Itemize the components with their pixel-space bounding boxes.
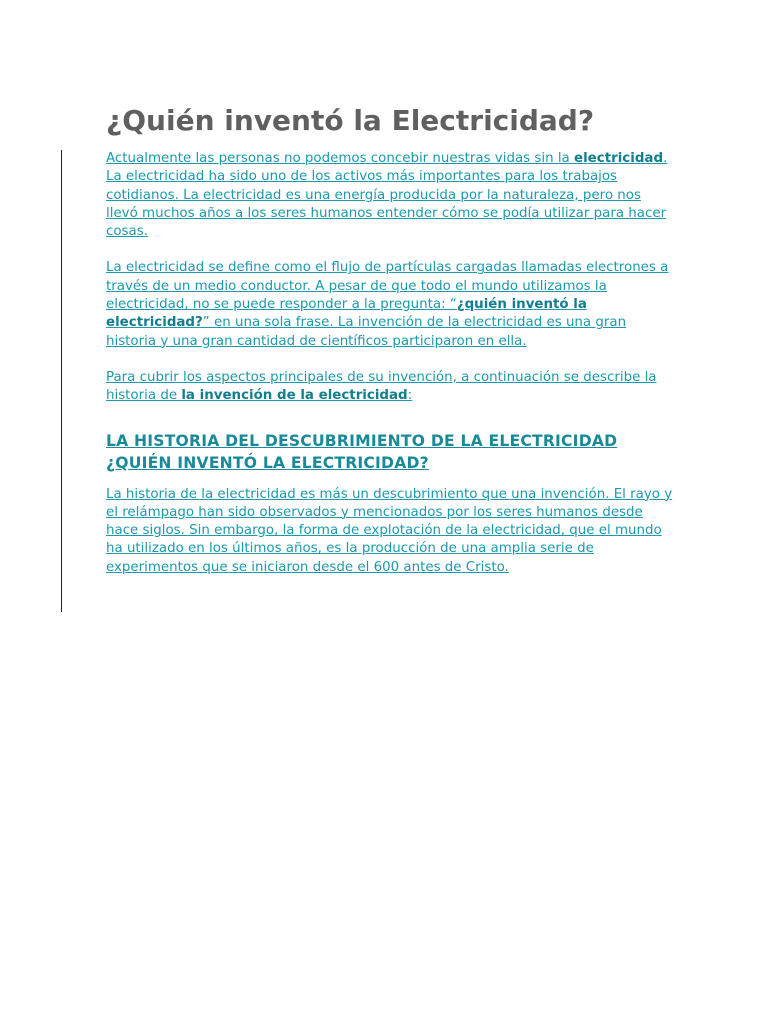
paragraph-overview-text-1[interactable]: Para cubrir los aspectos principales de su invención, a continuación se describe la historia de: [106, 369, 657, 404]
paragraph-definition-text-2[interactable]: ” en una sola frase. La invención de la electricidad es una gran historia y una gran cantidad de científicos participaron en ella.: [106, 315, 627, 349]
section-heading[interactable]: LA HISTORIA DEL DESCUBRIMIENTO DE LA ELECTRICIDAD ¿QUIÉN INVENTÓ LA ELECTRICIDAD?: [106, 431, 618, 472]
paragraph-history[interactable]: La historia de la electricidad es más un descubrimiento que una invención. El rayo y el relámpago han sido observados y mencionados por los seres humanos desde hace siglos. Sin embargo, la forma de explotación de la electricidad, que el mundo ha utilizado en los últimos años, es la producción de una amplia serie de experimentos que se iniciaron desde el 600 antes de Cristo.: [106, 486, 673, 575]
paragraph-overview-text-2[interactable]: :: [407, 388, 413, 404]
page-title: ¿Quién inventó la Electricidad?: [106, 104, 595, 137]
paragraph-definition[interactable]: [106, 259, 676, 350]
paragraph-overview-bold[interactable]: la invención de la electricidad: [181, 388, 408, 404]
document-body: [106, 150, 676, 595]
paragraph-overview[interactable]: [106, 369, 676, 406]
change-bar: [61, 150, 62, 612]
paragraph-definition-bold[interactable]: ¿quién inventó la electricidad?: [106, 297, 587, 331]
paragraph-intro[interactable]: [106, 150, 676, 241]
paragraph-intro-text-2[interactable]: . La electricidad ha sido uno de los activos más importantes para los trabajos cotidianos. La electricidad es una energía producida por la naturaleza, pero nos llevó muchos años a los seres humanos entender cómo se podía utilizar para hacer cosas.: [106, 151, 668, 240]
paragraph-intro-text-1[interactable]: Actualmente las personas no podemos concebir nuestras vidas sin la: [106, 151, 575, 166]
paragraph-intro-bold[interactable]: electricidad: [574, 151, 664, 166]
paragraph-definition-text-1[interactable]: La electricidad se define como el flujo de partículas cargadas llamadas electrones a través de un medio conductor. A pesar de que todo el mundo utilizamos la electricidad, no se puede responder a la pregunta: “: [106, 260, 669, 313]
